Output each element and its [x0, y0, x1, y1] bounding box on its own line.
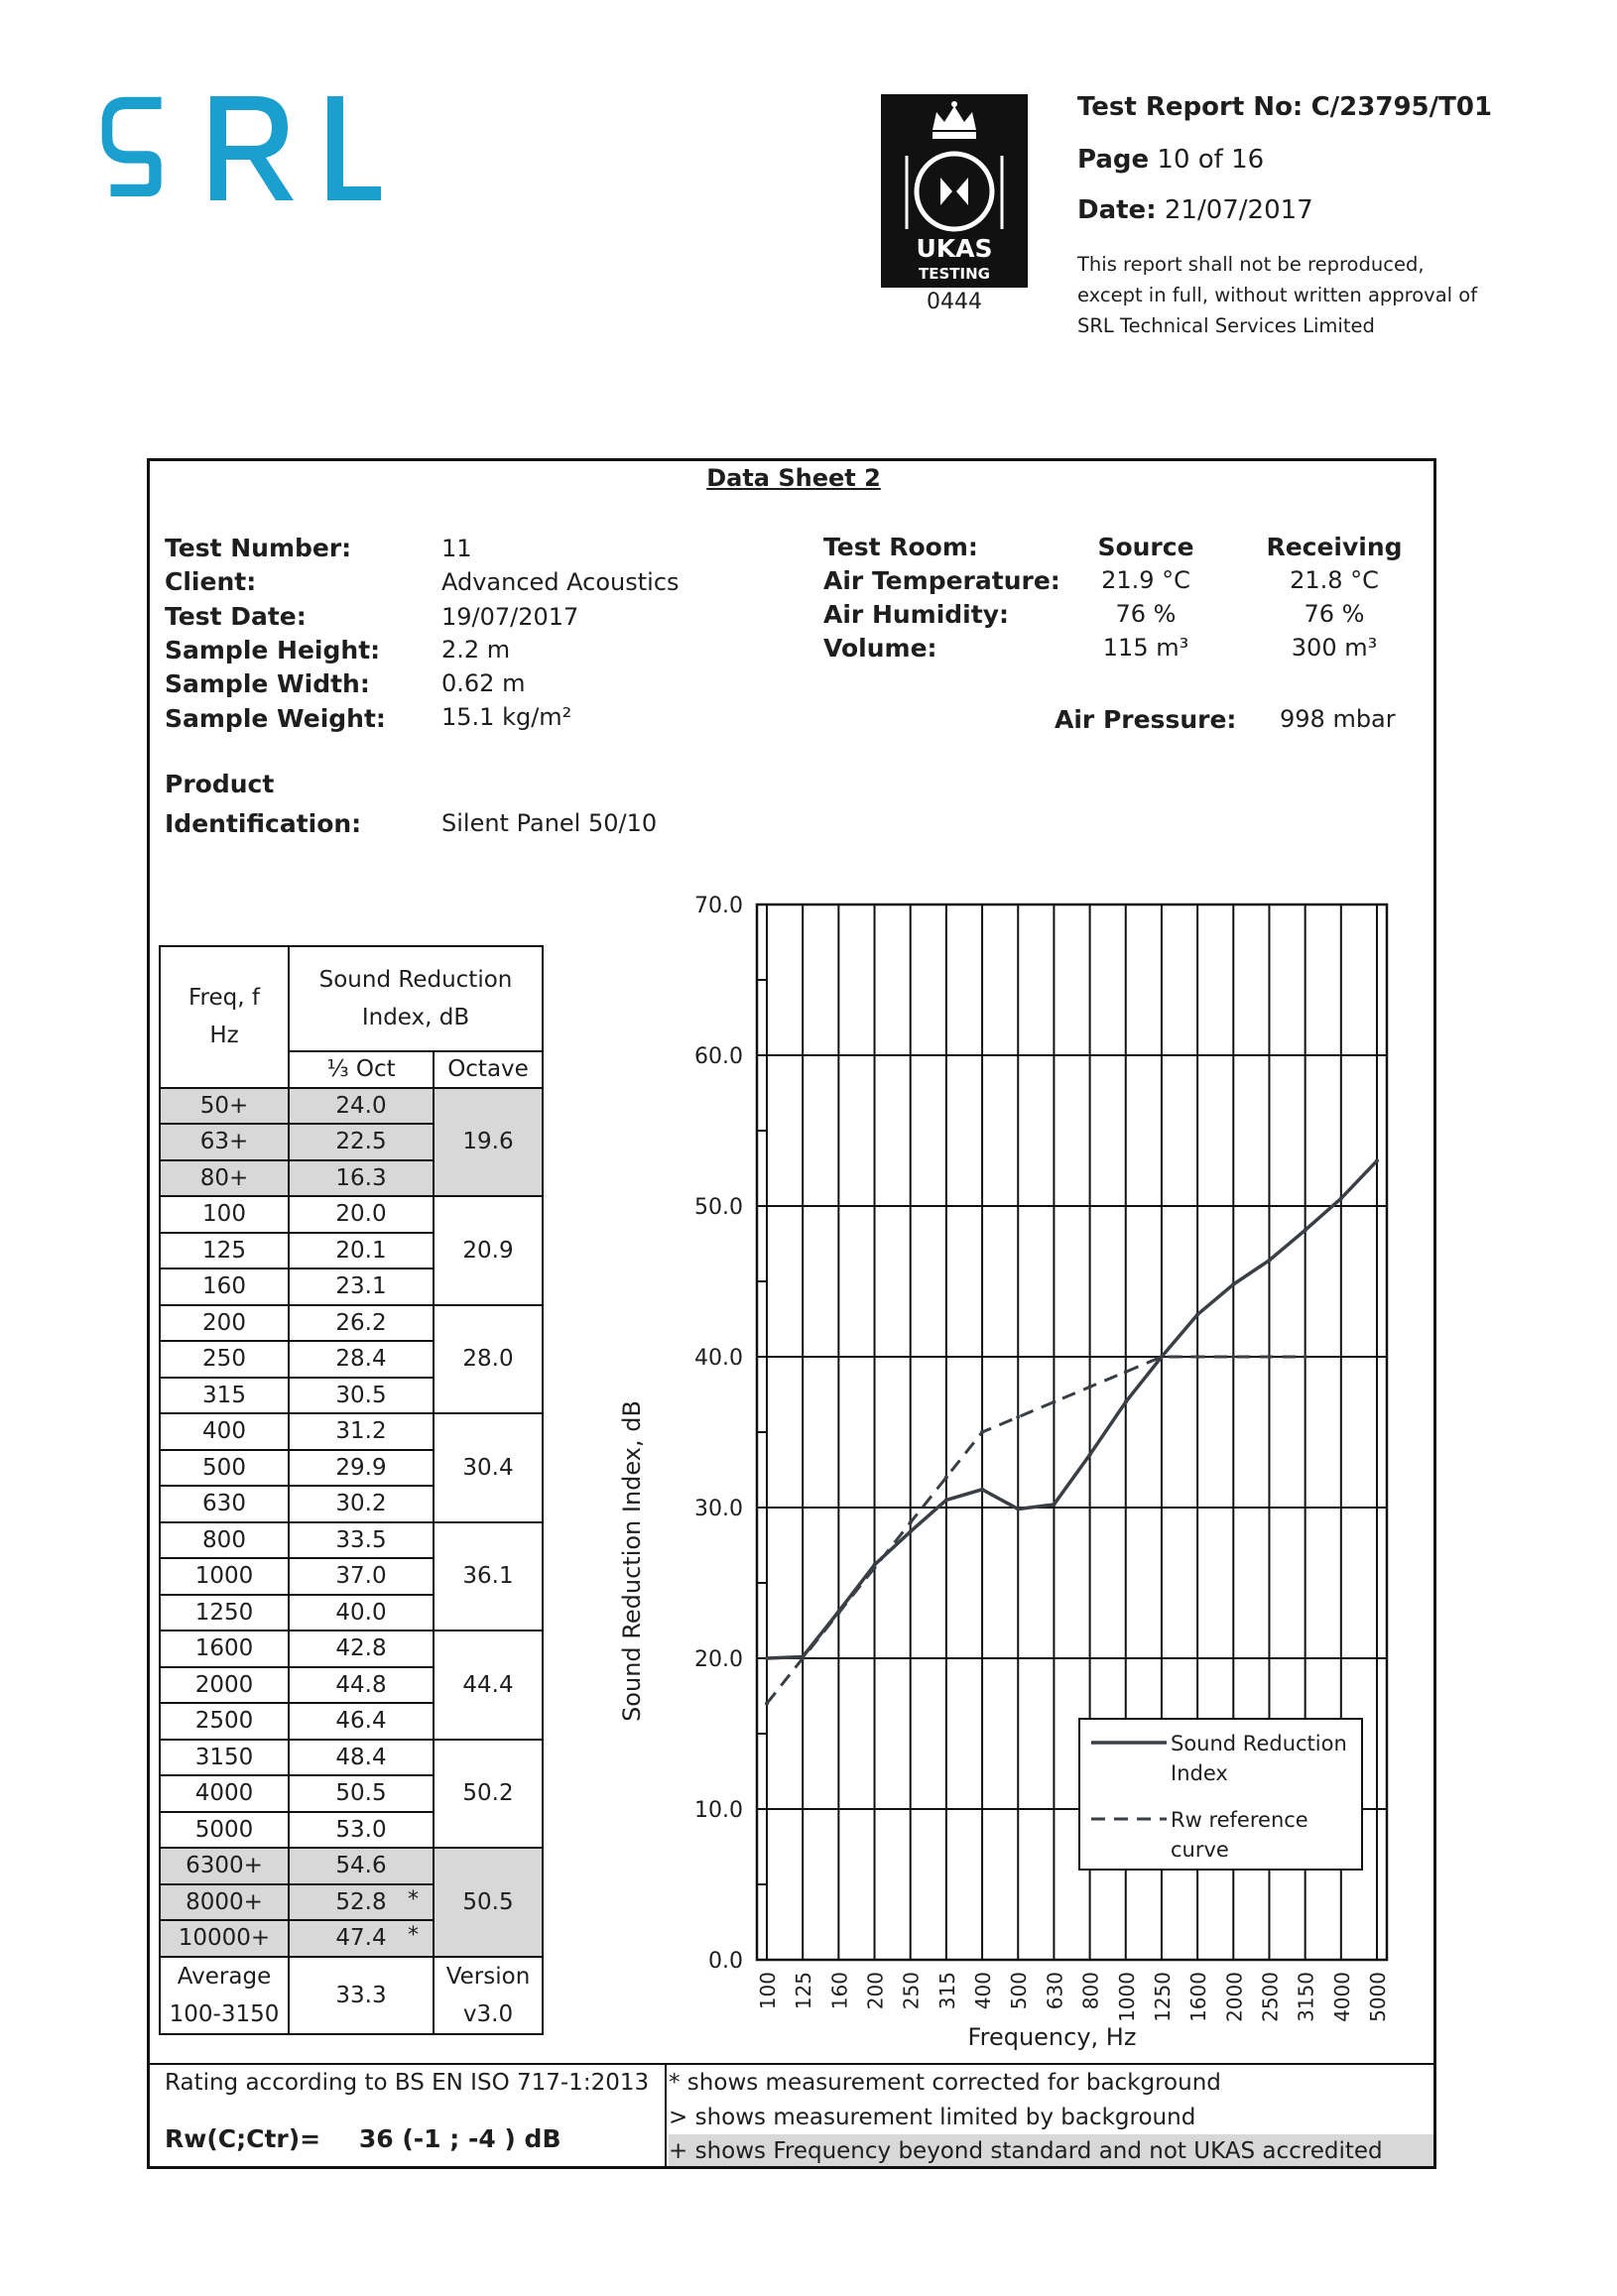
frequency-cell: 800 [160, 1522, 289, 1559]
rw-reference-point [1160, 1355, 1164, 1359]
frequency-cell: 10000+ [160, 1920, 289, 1957]
octave-value: 36.1 [434, 1522, 543, 1631]
sound-reduction-point [909, 1529, 913, 1533]
ukas-number: 0444 [927, 290, 982, 314]
rw-reference-curve [767, 1357, 1306, 1704]
ukas-sub-text: TESTING [919, 265, 990, 283]
product-label: Product [165, 770, 275, 798]
y-tick-label: 0.0 [708, 1949, 743, 1974]
octave-value: 50.5 [434, 1848, 543, 1957]
third-octave-header: ⅓ Oct [289, 1051, 434, 1088]
table-row [160, 1631, 543, 1667]
third-octave-number: 42.8 [335, 1635, 387, 1662]
x-tick-label: 250 [899, 1972, 924, 2010]
third-octave-value [289, 1595, 434, 1631]
table-row [160, 1848, 543, 1884]
third-octave-number: 26.2 [335, 1309, 387, 1336]
sample-weight-value: 15.1 kg/m² [441, 703, 572, 731]
rw-reference-point [1304, 1355, 1307, 1359]
test-date-value: 19/07/2017 [441, 603, 579, 631]
third-octave-number: 48.4 [335, 1744, 387, 1770]
legend-label: Sound Reduction [1171, 1732, 1347, 1755]
sri-header [289, 946, 543, 1051]
third-octave-value [289, 1558, 434, 1595]
third-octave-value [289, 1450, 434, 1487]
frequency-cell: 630 [160, 1486, 289, 1522]
sound-reduction-point [1231, 1282, 1235, 1286]
footnote-divider [667, 2063, 1436, 2065]
air-pressure-label: Air Pressure: [1055, 705, 1237, 734]
rw-reference-point [909, 1520, 913, 1524]
third-octave-value [289, 1088, 434, 1125]
sri-header-line: Index, dB [361, 1005, 470, 1030]
sound-reduction-point [1195, 1312, 1199, 1316]
octave-header: Octave [434, 1051, 543, 1088]
x-tick-label: 5000 [1366, 1972, 1390, 2022]
volume-receiving: 300 m³ [1291, 634, 1378, 662]
air-temperature-source: 21.9 °C [1101, 566, 1190, 594]
x-axis-label: Frequency, Hz [967, 2023, 1137, 2051]
identification-label: Identification: [165, 809, 362, 838]
y-tick-labels [694, 894, 743, 1974]
report-number-line [1077, 92, 1492, 122]
x-tick-label: 800 [1078, 1972, 1103, 2010]
sound-reduction-point [765, 1656, 769, 1660]
x-tick-label: 1250 [1150, 1972, 1175, 2022]
x-tick-label: 315 [934, 1972, 959, 2010]
reproduction-notice [1077, 249, 1477, 341]
octave-value: 28.0 [434, 1305, 543, 1414]
y-tick-label: 60.0 [694, 1044, 743, 1069]
frequency-cell: 8000+ [160, 1884, 289, 1921]
table-row [160, 1196, 543, 1233]
rw-rating [165, 2124, 561, 2153]
third-octave-value [289, 1522, 434, 1559]
y-tick-label: 30.0 [694, 1497, 743, 1521]
frequency-cell: 500 [160, 1450, 289, 1487]
frequency-cell: 160 [160, 1269, 289, 1305]
rw-reference-point [765, 1702, 769, 1706]
chart-series [765, 1158, 1379, 1705]
sample-height-value: 2.2 m [441, 636, 511, 664]
sound-reduction-point [1088, 1453, 1092, 1457]
volume-source: 115 m³ [1102, 634, 1189, 662]
rw-reference-point [1195, 1355, 1199, 1359]
receiving-header: Receiving [1266, 533, 1403, 561]
air-temperature-receiving: 21.8 °C [1290, 566, 1379, 594]
y-tick-label: 50.0 [694, 1195, 743, 1220]
y-tick-label: 70.0 [694, 894, 743, 918]
frequency-cell: 1600 [160, 1631, 289, 1667]
third-octave-number: 29.9 [335, 1454, 387, 1481]
frequency-cell: 200 [160, 1305, 289, 1342]
average-label [160, 1957, 289, 2034]
frequency-cell: 400 [160, 1413, 289, 1450]
report-number: C/23795/T01 [1310, 92, 1493, 122]
third-octave-value [289, 1160, 434, 1197]
table-row [160, 1740, 543, 1776]
third-octave-value [289, 1486, 434, 1522]
x-tick-label: 630 [1043, 1972, 1067, 2010]
rw-reference-point [1267, 1355, 1271, 1359]
sound-reduction-point [980, 1488, 984, 1492]
notice-line: except in full, without written approval of [1077, 284, 1478, 306]
rw-reference-point [1124, 1370, 1128, 1374]
sound-reduction-point [944, 1498, 948, 1502]
x-tick-label: 500 [1007, 1972, 1032, 2010]
third-octave-number: 31.2 [335, 1418, 387, 1445]
third-octave-value [289, 1341, 434, 1378]
third-octave-number: 30.5 [335, 1382, 387, 1408]
third-octave-number: 37.0 [335, 1563, 387, 1590]
third-octave-value [289, 1305, 434, 1342]
rating-standard: Rating according to BS EN ISO 717-1:2013 [165, 2070, 650, 2096]
octave-value: 44.4 [434, 1631, 543, 1740]
identification-value: Silent Panel 50/10 [441, 809, 658, 837]
footnote-beyond-standard: + shows Frequency beyond standard and not UKAS accredited [669, 2138, 1383, 2164]
y-tick-label: 40.0 [694, 1346, 743, 1371]
sound-reduction-point [1016, 1508, 1020, 1511]
third-octave-value [289, 1884, 434, 1921]
rw-label: Rw(C;Ctr)= [165, 2124, 321, 2153]
frequency-cell: 50+ [160, 1088, 289, 1125]
third-octave-value [289, 1703, 434, 1740]
frequency-cell: 315 [160, 1378, 289, 1414]
table-header-row [160, 946, 543, 1051]
octave-value: 50.2 [434, 1740, 543, 1849]
version-label: Version [445, 1963, 531, 1990]
third-octave-value [289, 1667, 434, 1704]
octave-value: 20.9 [434, 1196, 543, 1305]
third-octave-value [289, 1848, 434, 1884]
rw-reference-point [1088, 1385, 1092, 1389]
version-number: v3.0 [462, 2000, 514, 2027]
third-octave-number: 33.5 [335, 1526, 387, 1553]
client-label: Client: [165, 567, 257, 596]
frequency-cell: 6300+ [160, 1848, 289, 1884]
volume-label: Volume: [823, 634, 937, 663]
third-octave-number: 47.4 [335, 1925, 387, 1952]
frequency-cell: 125 [160, 1233, 289, 1269]
sample-height-label: Sample Height: [165, 636, 381, 665]
page-line [1077, 145, 1264, 175]
third-octave-number: 23.1 [335, 1273, 387, 1300]
rw-reference-point [1016, 1415, 1020, 1419]
sound-reduction-point [1339, 1196, 1343, 1200]
table-row [160, 1305, 543, 1342]
table-row [160, 1088, 543, 1125]
test-number-label: Test Number: [165, 534, 352, 562]
third-octave-value [289, 1124, 434, 1160]
x-tick-label: 400 [971, 1972, 996, 2010]
y-axis-label: Sound Reduction Index, dB [618, 1400, 646, 1722]
test-room-label: Test Room: [823, 533, 978, 561]
table-row [160, 1413, 543, 1450]
third-octave-value [289, 1233, 434, 1269]
sound-reduction-point [1052, 1503, 1056, 1507]
y-tick-label: 20.0 [694, 1647, 743, 1672]
third-octave-value [289, 1269, 434, 1305]
octave-value: 30.4 [434, 1413, 543, 1522]
frequency-cell: 3150 [160, 1740, 289, 1776]
footnote-limited: > shows measurement limited by background [669, 2105, 1196, 2130]
third-octave-number: 50.5 [335, 1780, 387, 1807]
frequency-cell: 63+ [160, 1124, 289, 1160]
sri-header-line: Sound Reduction [318, 967, 513, 993]
version-cell [434, 1957, 543, 2034]
frequency-table [159, 945, 544, 2035]
report-date: 21/07/2017 [1164, 195, 1313, 225]
frequency-cell: 100 [160, 1196, 289, 1233]
report-number-label: Test Report No: [1077, 92, 1304, 122]
rw-reference-point [980, 1430, 984, 1434]
freq-header [160, 946, 289, 1088]
legend-label: curve [1171, 1838, 1229, 1862]
average-label-line: 100-3150 [169, 2000, 280, 2027]
third-octave-value [289, 1775, 434, 1812]
rw-reference-point [1052, 1400, 1056, 1404]
sample-weight-label: Sample Weight: [165, 704, 386, 733]
notice-line: SRL Technical Services Limited [1077, 314, 1375, 337]
ukas-testing-badge [881, 94, 1028, 288]
sample-width-value: 0.62 m [441, 669, 526, 697]
third-octave-number: 24.0 [335, 1092, 387, 1119]
srl-logo [99, 94, 387, 208]
client-value: Advanced Acoustics [441, 568, 680, 596]
third-octave-number: 52.8 [335, 1888, 387, 1915]
third-octave-number: 30.2 [335, 1491, 387, 1517]
rw-value: 36 (-1 ; -4 ) dB [358, 2124, 561, 2153]
rw-reference-point [1231, 1355, 1235, 1359]
frequency-cell: 250 [160, 1341, 289, 1378]
air-temperature-label: Air Temperature: [823, 566, 1060, 595]
third-octave-number: 46.4 [335, 1708, 387, 1735]
source-header: Source [1097, 533, 1194, 561]
third-octave-value [289, 1413, 434, 1450]
sound-reduction-chart [595, 883, 1429, 2053]
third-octave-number: 22.5 [335, 1129, 387, 1155]
third-octave-number: 28.4 [335, 1346, 387, 1373]
frequency-cell: 4000 [160, 1775, 289, 1812]
notice-line: This report shall not be reproduced, [1077, 253, 1425, 276]
sound-reduction-point [1304, 1228, 1307, 1232]
frequency-cell: 1250 [160, 1595, 289, 1631]
freq-header-line: Hz [209, 1023, 239, 1049]
frequency-cell: 2500 [160, 1703, 289, 1740]
y-tick-label: 10.0 [694, 1798, 743, 1823]
rw-reference-point [944, 1476, 948, 1480]
third-octave-number: 20.0 [335, 1201, 387, 1228]
rw-reference-point [801, 1656, 805, 1660]
frequency-cell: 2000 [160, 1667, 289, 1704]
corrected-marker: * [408, 1886, 419, 1912]
footnote-corrected: * shows measurement corrected for background [669, 2070, 1221, 2096]
frequency-cell: 5000 [160, 1812, 289, 1849]
sound-reduction-point [1267, 1259, 1271, 1263]
third-octave-number: 40.0 [335, 1599, 387, 1626]
x-tick-label: 100 [756, 1972, 780, 2010]
third-octave-number: 54.6 [335, 1853, 387, 1879]
sound-reduction-point [1375, 1158, 1379, 1162]
page-number: 10 of 16 [1157, 145, 1265, 175]
test-number-value: 11 [441, 535, 472, 562]
third-octave-value [289, 1378, 434, 1414]
average-value: 33.3 [289, 1957, 434, 2034]
x-tick-labels [756, 1972, 1390, 2022]
x-tick-label: 3150 [1294, 1972, 1318, 2022]
test-date-label: Test Date: [165, 602, 307, 631]
x-tick-label: 2000 [1222, 1972, 1247, 2022]
date-line [1077, 195, 1313, 225]
corrected-marker: * [408, 1923, 419, 1948]
legend-label: Rw reference [1171, 1808, 1308, 1832]
table-row [160, 1522, 543, 1559]
x-tick-label: 200 [863, 1972, 888, 2010]
frequency-cell: 1000 [160, 1558, 289, 1595]
air-humidity-receiving: 76 % [1304, 600, 1365, 628]
x-tick-label: 125 [792, 1972, 816, 2010]
frequency-cell: 80+ [160, 1160, 289, 1197]
x-tick-label: 1000 [1114, 1972, 1139, 2022]
air-humidity-source: 76 % [1115, 600, 1177, 628]
third-octave-value [289, 1812, 434, 1849]
sample-width-label: Sample Width: [165, 669, 370, 698]
third-octave-value [289, 1631, 434, 1667]
sheet-title: Data Sheet 2 [706, 464, 881, 492]
date-label: Date: [1077, 195, 1157, 225]
rw-reference-point [836, 1611, 840, 1615]
third-octave-number: 44.8 [335, 1671, 387, 1698]
average-row [160, 1957, 543, 2034]
third-octave-value [289, 1740, 434, 1776]
rw-reference-point [873, 1566, 877, 1570]
third-octave-number: 53.0 [335, 1816, 387, 1843]
legend-label: Index [1171, 1761, 1228, 1785]
air-humidity-label: Air Humidity: [823, 600, 1009, 629]
third-octave-value [289, 1196, 434, 1233]
x-tick-label: 2500 [1258, 1972, 1283, 2022]
x-tick-label: 4000 [1329, 1972, 1354, 2022]
page-label: Page [1077, 145, 1150, 175]
third-octave-number: 20.1 [335, 1237, 387, 1264]
chart-legend [1079, 1719, 1362, 1870]
x-tick-label: 160 [827, 1972, 852, 2010]
sound-reduction-point [1124, 1400, 1128, 1404]
average-label-line: Average [177, 1963, 272, 1990]
octave-value: 19.6 [434, 1088, 543, 1197]
ukas-text: UKAS [916, 234, 993, 263]
air-pressure-value: 998 mbar [1280, 705, 1396, 733]
sound-reduction-line [767, 1160, 1377, 1658]
third-octave-number: 16.3 [335, 1164, 387, 1191]
x-tick-label: 1600 [1186, 1972, 1211, 2022]
freq-header-line: Freq, f [188, 985, 260, 1012]
third-octave-value [289, 1920, 434, 1957]
